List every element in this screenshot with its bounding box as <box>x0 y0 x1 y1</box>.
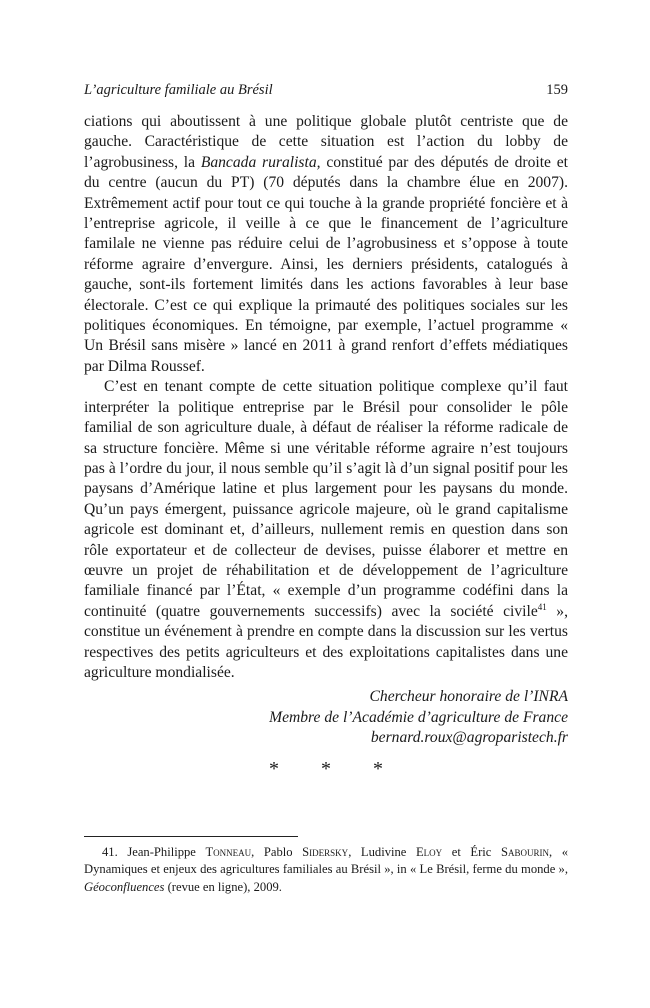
footnote-rule <box>84 836 298 837</box>
book-page <box>84 82 569 894</box>
signature-affiliation-2: Membre de l’Académie d’agriculture de France <box>269 708 568 726</box>
footnote-author-last: Sidersky <box>302 845 349 859</box>
footnote-text-end: (revue en ligne), 2009. <box>164 879 282 894</box>
paragraph-2-part-b: », constitue un événement à prendre en compte dans la discussion sur les vertus respectives des petits agriculteurs et des exploitations capitalistes dans une agriculture mondialisée. <box>84 602 569 681</box>
paragraph-2 <box>84 377 568 683</box>
footnote-journal: Géoconfluences <box>84 879 165 894</box>
separator-star: * <box>269 758 279 780</box>
paragraph-2-part-a: C’est en tenant compte de cette situation politique complexe qu’il faut interpréter la politique entreprise par le Brésil pour consolider le pôle familial de son agriculture duale, à défaut de réaliser la réforme radicale de sa structure foncière. Même si une véritable réforme agraire n’est toujours pas à l’ordre du jour, il nous semble qu’il s’agit là d’un signal positif pour les paysans d’Amérique latine et plus largement pour les paysans du monde. Qu’un pays émergent, puissance agricole majeure, où le grand capitalisme agricole est dominant et, d’ailleurs, nullement remis en question dans son rôle exportateur et de collecteur de devises, puisse élaborer et mettre en œuvre un projet de réhabilitation et de développement de l’agriculture familiale financé par l’État, « exemple d’un programme codéfini dans la continuité (quatre gouvernements successifs) avec la société civile <box>84 378 568 620</box>
footnote-author-last: Tonneau <box>205 845 252 859</box>
separator-star: * <box>373 758 383 780</box>
footnote-41: 41. Jean-Philippe Tonneau, Pablo Sidersky, Ludivine Eloy et Éric Sabourin, « Dynamiques et enjeux des agricultures familiales au Brésil », in « Le Brésil, ferme du monde », Géoconfluences (revue en ligne), 2009. <box>84 845 569 894</box>
section-separator <box>84 758 568 781</box>
footnote-author-first: Ludivine <box>360 845 407 859</box>
running-title: L’agriculture familiale au Brésil <box>84 82 273 98</box>
footnote-reference[interactable]: 41 <box>537 601 547 612</box>
page-number: 159 <box>546 82 568 98</box>
footnote-author-last: Eloy <box>415 845 443 859</box>
signature-affiliation-1: Chercheur honoraire de l’INRA <box>369 688 568 706</box>
footnote-author-first: Jean-Philippe <box>127 845 196 859</box>
footnote-author-last: Sabourin <box>500 845 549 859</box>
footnote-text: , « Dynamiques et enjeux des agricultures familiales au Brésil », in « Le Brésil, ferme du monde », <box>84 845 569 877</box>
footnote-author-first: Pablo <box>263 845 293 859</box>
paragraph-1 <box>84 112 568 377</box>
author-signature <box>84 687 568 748</box>
bancada-ruralista: Bancada ruralista, <box>200 153 321 171</box>
footnote-connector: et <box>451 845 461 859</box>
separator-star: * <box>321 758 331 780</box>
body-text <box>84 112 568 683</box>
paragraph-1-part-a: ciations qui aboutissent à une politique globale plutôt centriste que de gauche. Caractéristique de cette situation est l’action du lobby de l’agrobusiness, la <box>84 113 568 171</box>
running-header <box>84 82 568 104</box>
footnote-number: 41. <box>102 845 118 859</box>
signature-email[interactable]: bernard.roux@agroparistech.fr <box>370 729 568 747</box>
paragraph-1-part-b: constitué par des députés de droite et du centre (aucun du PT) (70 députés dans la chambre élue en 2007). Extrêmement actif pour tout ce qui touche à la grande propriété foncière et à l’entreprise agricole, il veille à ce que le financement de l’agriculture familale ne vienne pas réduire celui de l’agrobusiness et s’oppose à toute réforme agraire d’envergure. Ainsi, les derniers présidents, catalogués à gauche, sont-ils fortement limités dans les actions favorables à leur base électorale. C’est ce qui explique la primauté des politiques sociales sur les politiques économiques. En témoigne, par exemple, l’actuel programme « Un Brésil sans misère » lancé en 2011 à grand renfort d’effets médiatiques par Dilma Roussef. <box>84 153 568 375</box>
footnote-author-first: Éric <box>470 845 492 859</box>
